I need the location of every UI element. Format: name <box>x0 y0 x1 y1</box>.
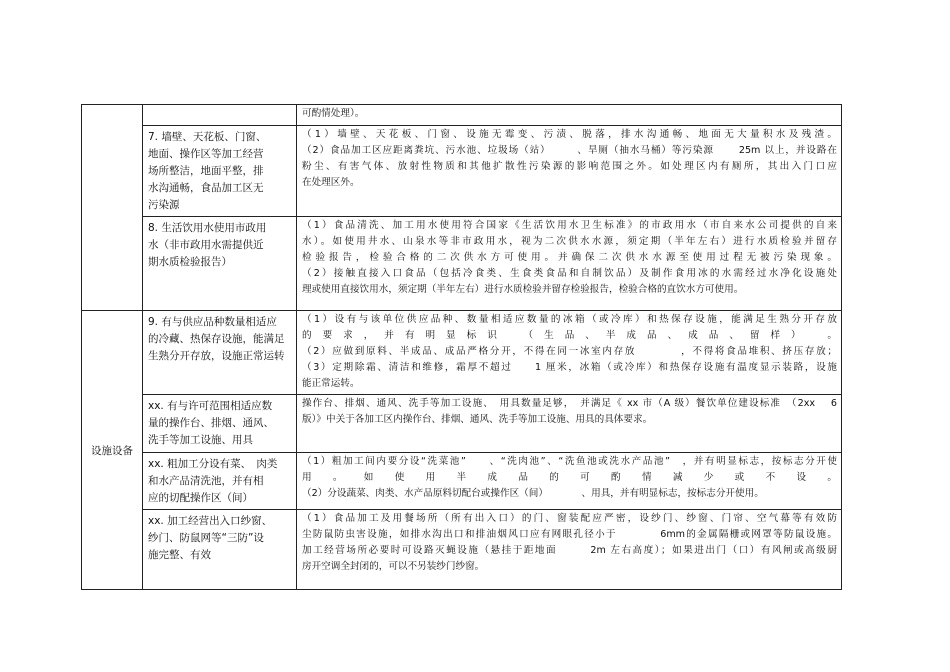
item-cell <box>143 510 297 590</box>
requirement-line: （3）定期除霜、清洁和维修，霜厚不超过 1 厘米，冰箱（或冷库）和热保存设施有温度显示装路，设施 <box>302 362 837 373</box>
requirement-cell <box>297 453 842 510</box>
table-row <box>82 311 842 395</box>
item-line: 应的切配操作区（间） <box>148 492 253 504</box>
item-line: 水（非市政用水需提供近 <box>148 239 264 251</box>
item-cell <box>143 395 297 453</box>
category-cell-empty <box>82 105 143 311</box>
requirement-line: 在处理区外。 <box>302 177 360 188</box>
category-cell: 设施设备 <box>82 311 143 590</box>
requirement-line: 尘防鼠防虫害设施，如排水沟出口和排油烟风口应有网眼孔径小于 6mm的金属隔栅或网罩等防鼠设施。 <box>302 529 837 540</box>
requirement-cell <box>297 126 842 217</box>
item-line: 9. 有与供应品种数量相适应 <box>148 316 277 328</box>
item-line: xx. 有与许可范围相适应数 <box>148 400 273 412</box>
requirement-line: （1）墙壁、天花板、门窗、设施无霉变、污渍、脱落，排水沟通畅、地面无大量积水及残渣。 <box>302 129 837 140</box>
requirement-cell <box>297 395 842 453</box>
item-line: 期水质检验报告） <box>148 256 232 268</box>
requirement-line: 理或使用直接饮用水，须定期（半年左右）进行水质检验并留存检验报告，检验合格的直饮水方可使用。 <box>302 284 744 295</box>
item-line: xx. 粗加工分设有菜、 肉类 <box>148 458 278 470</box>
requirement-line: 能正常运转。 <box>302 378 360 389</box>
item-line: 8. 生活饮用水使用市政用 <box>148 222 267 234</box>
item-line: 7. 墙壁、天花板、门窗、 <box>148 131 267 143</box>
item-line: 施完整、有效 <box>148 549 211 561</box>
item-cell <box>143 105 297 126</box>
item-line: 场所整洁，地面平整，排 <box>148 165 264 177</box>
requirement-line: （2）食品加工区应距离粪坑、污水池、垃圾场（站） 、旱厕（抽水马桶）等污染源 25m 以上，并设路在 <box>302 145 837 156</box>
requirement-line: 用。如使用半成品的可酌情减少或不设。 <box>302 472 837 483</box>
requirement-line: （1）设有与该单位供应品种、数量相适应数量的冰箱（或冷库）和热保存设施，能满足生熟分开存放 <box>302 314 837 325</box>
requirement-line: 加工经营场所必要时可设路灭蝇设施（悬挂于距地面 2m 左右高度）；如果进出门（口）有风闸或高级厨 <box>302 545 837 556</box>
requirement-line: 操作台、排烟、通风、洗手等加工设施、 用具数量足够， 并满足《 xx 市（A 级）餐饮单位建设标准 （2xx 6 <box>302 398 837 409</box>
item-line: xx. 加工经营出入口纱窗、 <box>148 515 273 527</box>
requirement-line: 粉尘、有害气体、放射性物质和其他扩散性污染源的影响范围之外。如处理区内有厕所，其出入门口应 <box>302 161 837 172</box>
requirement-line: 检验报告，检验合格的二次供水方可使用。并确保二次供水水源至使用过程无被污染现象。 <box>302 252 837 263</box>
item-line: 和水产品清洗池，并有相 <box>148 475 264 487</box>
item-line: 的冷藏、热保存设施，能满足 <box>148 333 285 345</box>
requirement-line: 版）》中关于各加工区内操作台、排烟、通风、洗手等加工设施、用具的具体要求。 <box>302 414 653 425</box>
requirement-line: 可酌情处理）。 <box>302 108 365 119</box>
item-cell <box>143 311 297 395</box>
requirement-line: 的要求，并有明显标识 （生品、半成品、成品、留样） 。 <box>302 330 837 341</box>
requirement-line: 房开空调全封闭的，可以不另装纱门纱窗。 <box>302 561 485 572</box>
inspection-table <box>81 104 842 590</box>
table-row <box>82 395 842 453</box>
table-row <box>82 217 842 311</box>
item-cell <box>143 126 297 217</box>
requirement-cell <box>297 105 842 126</box>
table-row <box>82 453 842 510</box>
requirement-line: （1）食品清洗、加工用水使用符合国家《生活饮用水卫生标准》的市政用水（市自来水公司提供的自来 <box>302 220 837 231</box>
requirement-line: （2）接触直接入口食品（包括冷食类、生食类食品和自制饮品）及制作食用冰的水需经过水净化设施处 <box>302 268 837 279</box>
item-line: 水沟通畅，食品加工区无 <box>148 182 264 194</box>
requirement-line: （2）应做到原料、半成品、成品严格分开，不得在同一冰室内存放 ，不得将食品堆积、挤压存放； <box>302 346 837 357</box>
item-line: 污染源 <box>148 199 180 211</box>
item-cell <box>143 453 297 510</box>
requirement-line: （1）粗加工间内要分设“洗菜池” 、“洗肉池”、“洗鱼池或洗水产品池” ，并有明显标志，按标志分开使 <box>302 456 837 467</box>
table-row <box>82 510 842 590</box>
item-line: 纱门、防鼠网等“三防”设 <box>148 532 264 544</box>
requirement-cell <box>297 217 842 311</box>
requirement-line: （1）食品加工及用餐场所（所有出入口）的门、窗装配应严密，设纱门、纱窗、门帘、空气幕等有效防 <box>302 513 837 524</box>
requirement-line: （2）分设蔬菜、肉类、水产品原料切配台或操作区（间） 、用具，并有明显标志，按标志分开使用。 <box>302 488 764 499</box>
item-line: 量的操作台、排烟、通风、 <box>148 417 274 429</box>
requirement-line: 水）。如使用井水、山泉水等非市政用水，视为二次供水水源，须定期（半年左右）进行水质检验并留存 <box>302 236 837 247</box>
item-cell <box>143 217 297 311</box>
item-line: 洗手等加工设施、用具 <box>148 434 253 446</box>
table-body <box>82 105 842 590</box>
requirement-cell <box>297 311 842 395</box>
table-row <box>82 105 842 126</box>
requirement-cell <box>297 510 842 590</box>
item-line: 生熟分开存放，设施正常运转 <box>148 350 285 362</box>
item-line: 地面、操作区等加工经营 <box>148 148 264 160</box>
table-row <box>82 126 842 217</box>
